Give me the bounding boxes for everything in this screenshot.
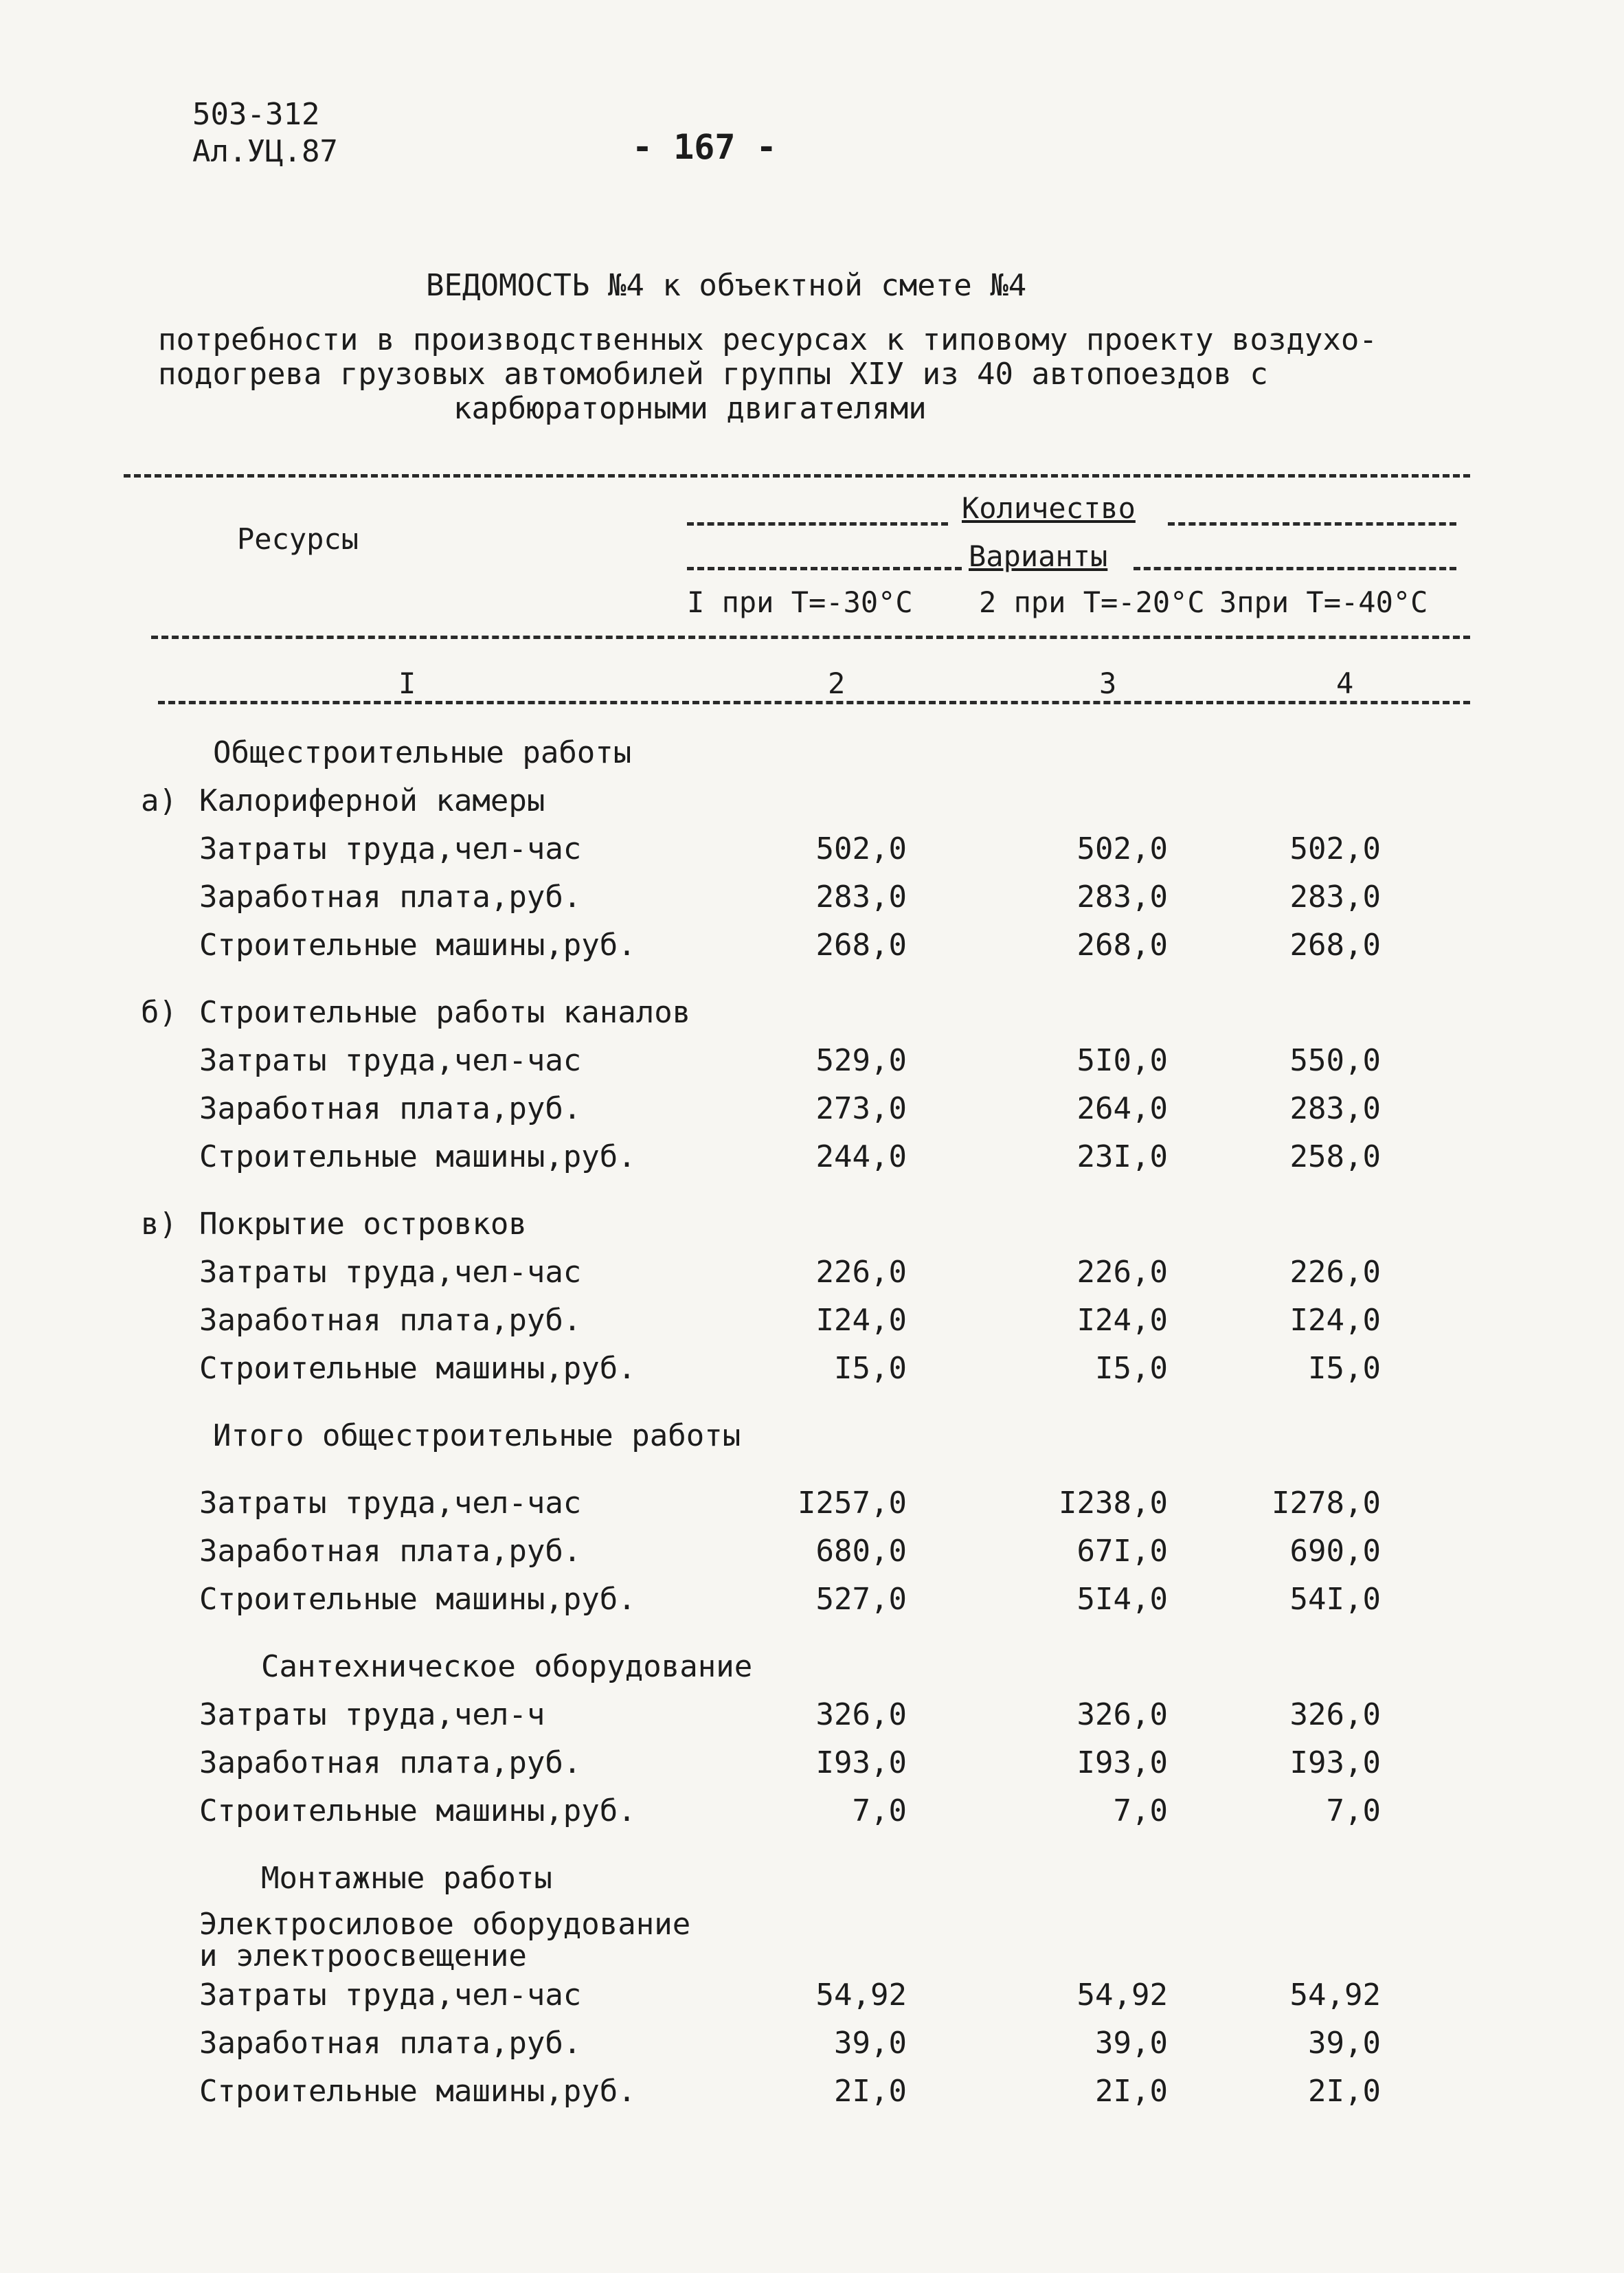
value-variant-3: 326,0 xyxy=(1289,1697,1381,1732)
section-marker: в) xyxy=(141,1207,177,1242)
header-variant-2: 2 при Т=-20°С xyxy=(979,585,1205,619)
resource-label: Затраты труда,чел-час xyxy=(199,831,582,866)
value-variant-2: 264,0 xyxy=(1076,1091,1168,1126)
resource-label: Заработная плата,руб. xyxy=(199,880,582,915)
value-variant-2: 5I4,0 xyxy=(1076,1582,1168,1617)
table-row xyxy=(0,1255,1624,1303)
value-variant-1: 2I,0 xyxy=(834,2074,907,2109)
value-variant-1: I5,0 xyxy=(834,1351,907,1386)
table-row xyxy=(0,783,1624,831)
table-row xyxy=(0,1697,1624,1745)
value-variant-2: 502,0 xyxy=(1076,831,1168,866)
value-variant-3: 54I,0 xyxy=(1289,1582,1381,1617)
table-row xyxy=(0,1139,1624,1187)
header-resources: Ресурсы xyxy=(237,522,359,556)
table-row xyxy=(0,1351,1624,1399)
value-variant-1: 54,92 xyxy=(815,1978,907,2013)
resource-label: Затраты труда,чел-час xyxy=(199,1978,582,2013)
table-row xyxy=(0,995,1624,1043)
resource-label: Заработная плата,руб. xyxy=(199,1534,582,1569)
value-variant-2: 54,92 xyxy=(1076,1978,1168,2013)
value-variant-2: I24,0 xyxy=(1076,1303,1168,1338)
header-variant-1: I при Т=-30°С xyxy=(687,585,913,619)
value-variant-2: 39,0 xyxy=(1095,2026,1168,2061)
document-subtitle xyxy=(158,323,1463,426)
value-variant-1: 39,0 xyxy=(834,2026,907,2061)
variants-rule-left xyxy=(687,567,962,570)
value-variant-2: I93,0 xyxy=(1076,1745,1168,1780)
value-variant-3: 7,0 xyxy=(1326,1793,1381,1828)
value-variant-1: 529,0 xyxy=(815,1043,907,1078)
value-variant-1: I257,0 xyxy=(798,1486,907,1521)
table-row xyxy=(0,1861,1624,1909)
resource-label: Заработная плата,руб. xyxy=(199,2026,582,2061)
table-row xyxy=(0,1303,1624,1351)
variants-rule-right xyxy=(1134,567,1456,570)
table-row xyxy=(0,880,1624,928)
table-row xyxy=(0,1582,1624,1630)
document-title: ВЕДОМОСТЬ №4 к объектной смете №4 xyxy=(426,268,1027,303)
value-variant-1: I24,0 xyxy=(815,1303,907,1338)
value-variant-1: 680,0 xyxy=(815,1534,907,1569)
value-variant-2: 23I,0 xyxy=(1076,1139,1168,1174)
value-variant-2: I5,0 xyxy=(1095,1351,1168,1386)
header-quantity: Количество xyxy=(962,491,1136,525)
value-variant-3: 690,0 xyxy=(1289,1534,1381,1569)
table-row xyxy=(0,2026,1624,2074)
resource-label: Затраты труда,чел-час xyxy=(199,1043,582,1078)
document-code-line1: 503-312 xyxy=(192,97,320,132)
value-variant-3: I93,0 xyxy=(1289,1745,1381,1780)
resource-label: Затраты труда,чел-ч xyxy=(199,1697,545,1732)
value-variant-1: 283,0 xyxy=(815,880,907,915)
resource-label: Заработная плата,руб. xyxy=(199,1745,582,1780)
value-variant-2: 67I,0 xyxy=(1076,1534,1168,1569)
column-number-1: I xyxy=(398,667,416,700)
value-variant-3: I24,0 xyxy=(1289,1303,1381,1338)
value-variant-2: 5I0,0 xyxy=(1076,1043,1168,1078)
table-row xyxy=(0,1745,1624,1793)
resource-label: Строительные машины,руб. xyxy=(199,928,636,963)
section-label: Монтажные работы xyxy=(261,1861,552,1896)
table-top-rule xyxy=(124,474,1470,478)
value-variant-2: 326,0 xyxy=(1076,1697,1168,1732)
value-variant-1: 7,0 xyxy=(852,1793,907,1828)
value-variant-2: 268,0 xyxy=(1076,928,1168,963)
section-label: Сантехническое оборудование xyxy=(261,1649,753,1684)
value-variant-2: 226,0 xyxy=(1076,1255,1168,1290)
value-variant-3: 39,0 xyxy=(1308,2026,1381,2061)
value-variant-3: 550,0 xyxy=(1289,1043,1381,1078)
subtitle-line2: подогрева грузовых автомобилей группы XIУ из 40 автопоездов с xyxy=(158,357,1268,392)
section-marker: а) xyxy=(141,783,177,818)
section-label: Общестроительные работы xyxy=(213,735,632,770)
value-variant-1: 226,0 xyxy=(815,1255,907,1290)
value-variant-3: 258,0 xyxy=(1289,1139,1381,1174)
value-variant-3: 283,0 xyxy=(1289,1091,1381,1126)
quantity-rule-left xyxy=(687,522,948,526)
table-row xyxy=(0,2074,1624,2122)
section-label xyxy=(199,1909,690,1972)
section-label-line2: и электроосвещение xyxy=(199,1938,527,1973)
value-variant-1: 502,0 xyxy=(815,831,907,866)
value-variant-3: 268,0 xyxy=(1289,928,1381,963)
value-variant-2: I238,0 xyxy=(1059,1486,1168,1521)
value-variant-3: I5,0 xyxy=(1308,1351,1381,1386)
section-label: Калориферной камеры xyxy=(199,783,545,818)
resource-label: Строительные машины,руб. xyxy=(199,1139,636,1174)
value-variant-3: 2I,0 xyxy=(1308,2074,1381,2109)
table-row xyxy=(0,1649,1624,1697)
value-variant-1: 273,0 xyxy=(815,1091,907,1126)
value-variant-3: 226,0 xyxy=(1289,1255,1381,1290)
table-row xyxy=(0,1043,1624,1091)
value-variant-1: 244,0 xyxy=(815,1139,907,1174)
table-row xyxy=(0,1978,1624,2026)
table-row xyxy=(0,831,1624,880)
resource-label: Заработная плата,руб. xyxy=(199,1091,582,1126)
value-variant-3: I278,0 xyxy=(1272,1486,1381,1521)
resource-label: Затраты труда,чел-час xyxy=(199,1486,582,1521)
table-row xyxy=(0,1909,1624,1978)
column-number-4: 4 xyxy=(1336,667,1354,700)
table-row xyxy=(0,735,1624,783)
table-row xyxy=(0,1418,1624,1466)
subtitle-line1: потребности в производственных ресурсах к типовому проекту воздухо- xyxy=(158,322,1377,357)
table-row xyxy=(0,1091,1624,1139)
document-code xyxy=(192,96,338,170)
resource-label: Строительные машины,руб. xyxy=(199,1582,636,1617)
header-variant-3: 3при Т=-40°С xyxy=(1219,585,1428,619)
table-row xyxy=(0,1207,1624,1255)
table-row xyxy=(0,1486,1624,1534)
subtitle-line3: карбюраторными двигателями xyxy=(453,391,927,426)
resource-label: Затраты труда,чел-час xyxy=(199,1255,582,1290)
document-code-line2: Ал.УЦ.87 xyxy=(192,134,338,169)
resource-label: Строительные машины,руб. xyxy=(199,2074,636,2109)
resource-label: Строительные машины,руб. xyxy=(199,1351,636,1386)
page-number: - 167 - xyxy=(632,127,777,167)
column-number-3: 3 xyxy=(1099,667,1117,700)
value-variant-2: 283,0 xyxy=(1076,880,1168,915)
value-variant-1: 268,0 xyxy=(815,928,907,963)
value-variant-3: 54,92 xyxy=(1289,1978,1381,2013)
header-bottom-rule xyxy=(151,636,1470,639)
section-label-line1: Электросиловое оборудование xyxy=(199,1907,691,1942)
value-variant-2: 7,0 xyxy=(1113,1793,1168,1828)
column-number-2: 2 xyxy=(828,667,846,700)
column-numbers-rule xyxy=(158,701,1470,704)
table-body xyxy=(0,735,1624,2122)
header-variants: Варианты xyxy=(969,539,1108,573)
table-row xyxy=(0,1793,1624,1841)
quantity-rule-right xyxy=(1168,522,1456,526)
value-variant-1: I93,0 xyxy=(815,1745,907,1780)
section-label: Итого общестроительные работы xyxy=(213,1418,741,1453)
resource-label: Заработная плата,руб. xyxy=(199,1303,582,1338)
value-variant-3: 283,0 xyxy=(1289,880,1381,915)
table-row xyxy=(0,928,1624,976)
section-label: Покрытие островков xyxy=(199,1207,527,1242)
value-variant-3: 502,0 xyxy=(1289,831,1381,866)
resource-label: Строительные машины,руб. xyxy=(199,1793,636,1828)
table-row xyxy=(0,1534,1624,1582)
section-label: Строительные работы каналов xyxy=(199,995,691,1030)
value-variant-1: 326,0 xyxy=(815,1697,907,1732)
value-variant-1: 527,0 xyxy=(815,1582,907,1617)
value-variant-2: 2I,0 xyxy=(1095,2074,1168,2109)
section-marker: б) xyxy=(141,995,177,1030)
